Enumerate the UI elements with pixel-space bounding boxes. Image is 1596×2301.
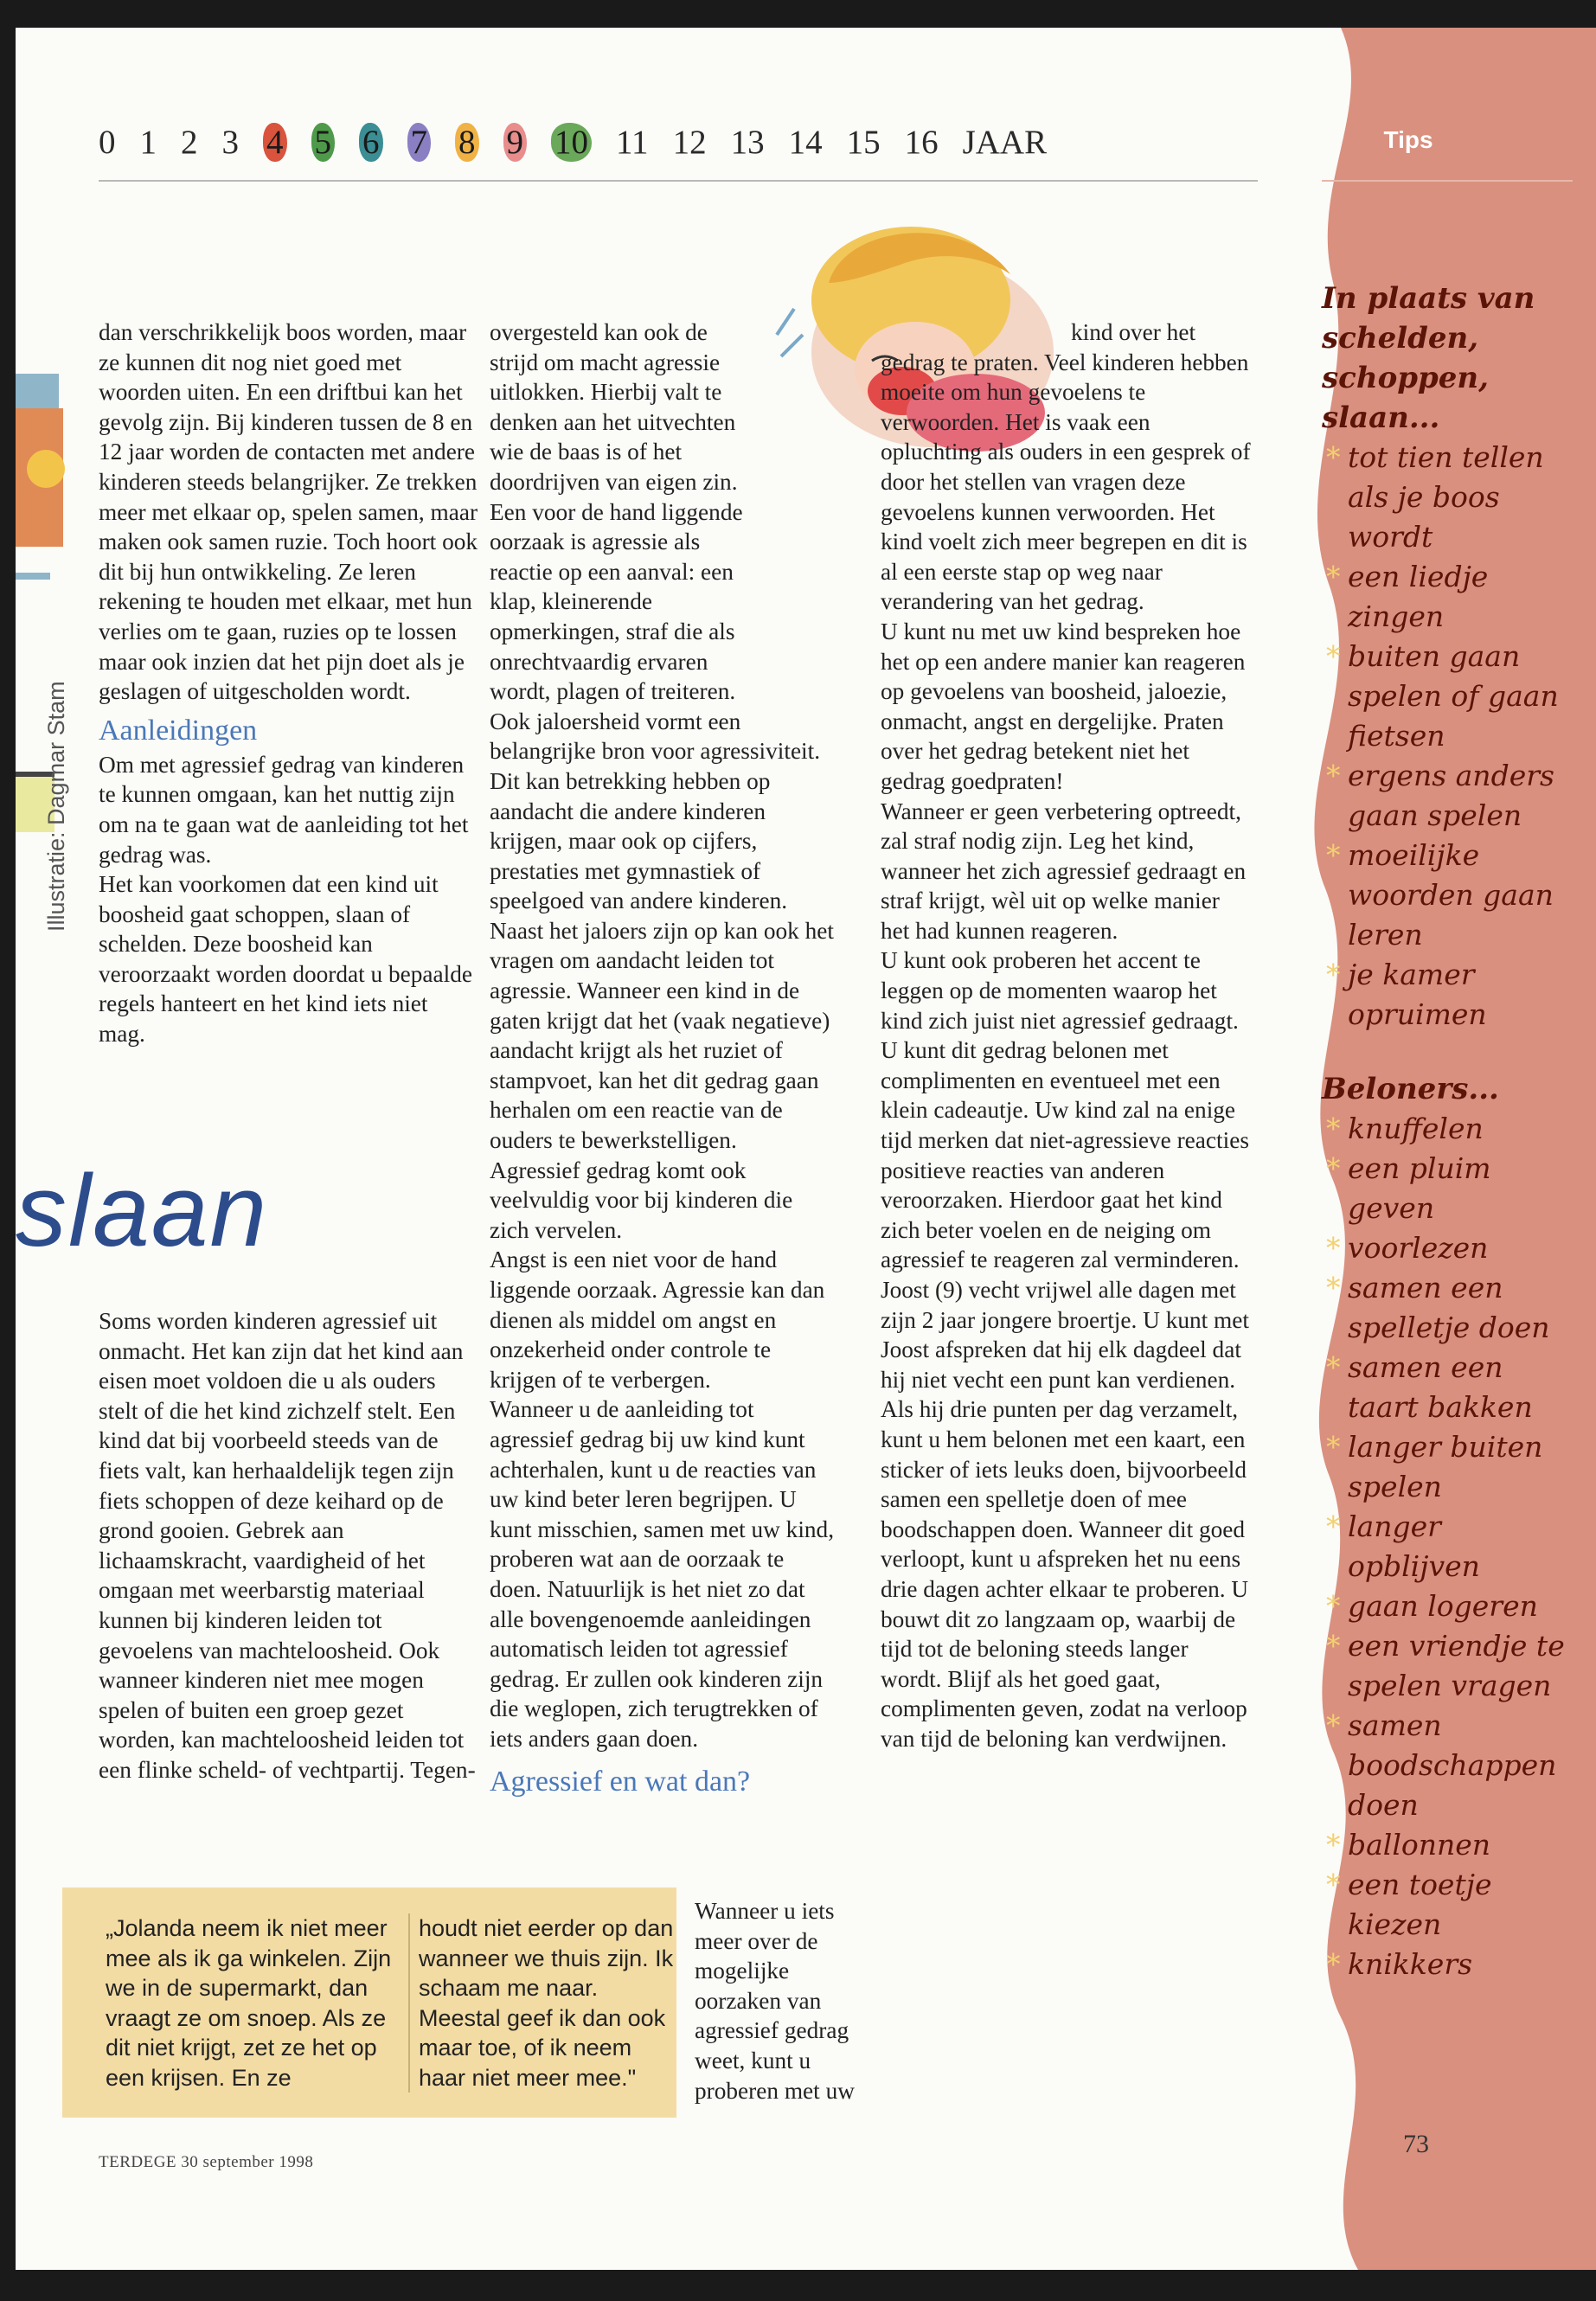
- tips-list: [1322, 279, 1581, 1984]
- paragraph: U kunt ook proberen het accent te leggen op de momenten waarop het kind zich juist niet agressief gedraagt. U kunt dit gedrag belonen met complimenten en eventueel met een klein cadeautje. Uw kind zal na enige tijd merken dat niet-agressieve reacties positieve reacties van anderen veroorzaken. Hierdoor gaat het kind zich beter voelen en de neiging om agressief te reageren zal verminderen.: [881, 947, 1249, 1273]
- article-column-1: [99, 317, 479, 1049]
- age-label: 14: [788, 124, 823, 161]
- tip-item: * een liedje zingen: [1322, 557, 1581, 637]
- paragraph: Ook jaloersheid vormt een belangrijke bron voor agressiviteit. Dit kan betrekking hebben op aandacht die andere kinderen krijgen, maar ook op cijfers, prestaties met gymnastiek of speelgoed van andere kinderen. Naast het jaloers zijn op kan ook het vragen om aandacht leiden tot agressie. Wanneer een kind in de gaten krijgt dat het (vaak negatieve) aandacht krijgt als het ruziet of stampvoet, kan het dit gedrag gaan herhalen om een reactie van de ouders te bewerkstelligen.: [490, 708, 834, 1154]
- tip-item: * ergens anders gaan spelen: [1322, 756, 1581, 836]
- tip-item: * gaan logeren: [1322, 1586, 1581, 1626]
- age-label: 13: [730, 124, 765, 161]
- illustration-credit: Illustratie: Dagmar Stam: [43, 681, 69, 932]
- tip-item: * knikkers: [1322, 1945, 1581, 1984]
- age-scale: [99, 123, 1071, 162]
- tip-item: * langer buiten spelen: [1322, 1427, 1581, 1507]
- age-label: 15: [846, 124, 881, 161]
- tips-heading-rewards: Beloners...: [1322, 1072, 1499, 1106]
- tip-item: * samen een spelletje doen: [1322, 1268, 1581, 1348]
- page-number: 73: [1403, 2130, 1429, 2158]
- paragraph: Soms worden kinderen agressief uit onmacht. Het kan zijn dat het kind aan eisen moet voldoen die u als ouders stelt of die het kind zichzelf stelt. Een kind dat bij voorbeeld steeds van de fiets valt, kan herhaaldelijk tegen zijn fiets schoppen of deze keihard op de grond gooien. Gebrek aan lichaamskracht, vaardigheid of het omgaan met weerbarstig materiaal kunnen bij kinderen leiden tot gevoelens van machteloosheid. Ook wanneer kinderen niet mee mogen spelen of buiten een groep gezet worden, kan machteloosheid leiden tot een flinke scheld- of vechtpartij. Tegen-: [99, 1308, 476, 1783]
- tip-item: * tot tien tellen als je boos wordt: [1322, 438, 1581, 557]
- age-label: 8: [455, 123, 479, 162]
- age-label: 10: [551, 123, 592, 162]
- age-label: 0: [99, 124, 116, 161]
- paragraph: [99, 869, 479, 1049]
- tips-heading-instead: In plaats van schelden, schoppen, slaan...: [1322, 281, 1535, 435]
- tip-item: * een pluim geven: [1322, 1149, 1581, 1228]
- tips-list-rewards: [1322, 1109, 1581, 1984]
- heading-aanleidingen: Aanleidingen: [99, 714, 258, 747]
- age-label: 4: [263, 123, 287, 162]
- age-label: 1: [139, 124, 157, 161]
- heading-agressief: Agressief en wat dan?: [490, 1765, 751, 1798]
- paragraph: Wanneer er geen verbetering optreedt, zal straf nodig zijn. Leg het kind, wanneer het zich agressief gedraagt en straf krijgt, wèl uit op welke manier het had kunnen reageren.: [881, 798, 1247, 944]
- paragraph: Om met agressief gedrag van kinderen te kunnen omgaan, kan het nuttig zijn om na te gaan wat de aanleiding tot het gedrag was.: [99, 751, 469, 868]
- footer-publication: TERDEGE 30 september 1998: [99, 2153, 314, 2171]
- age-label: 9: [503, 123, 528, 162]
- tip-item: * langer opblijven: [1322, 1507, 1581, 1586]
- paragraph: Agressief gedrag komt ook veelvuldig voor bij kinderen die zich vervelen.: [490, 1157, 793, 1243]
- paragraph: dan verschrikkelijk boos worden, maar ze kunnen dit nog niet goed met woorden uiten. En een driftbui kan het gevolg zijn. Bij kinderen tussen de 8 en 12 jaar worden de contacten met andere kinderen steeds belangrijker. Ze trekken meer met elkaar op, spelen samen, maar maken ook samen ruzie. Toch hoort ook dit bij hun ontwikkeling. Ze leren rekening te houden met elkaar, met hun verlies om te gaan, ruzies op te lossen maar ook inzien dat het pijn doet als je geslagen of uitgescholden wordt.: [99, 319, 478, 705]
- tip-item: * je kamer opruimen: [1322, 955, 1581, 1035]
- header-rule: [99, 180, 1258, 182]
- tip-item: * buiten gaan spelen of gaan fietsen: [1322, 637, 1581, 756]
- tip-item: * samen een taart bakken: [1322, 1348, 1581, 1427]
- age-label: 16: [904, 124, 939, 161]
- quote-part-1: „Jolanda neem ik niet meer mee als ik ga winkelen. Zijn we in de supermarkt, dan vraagt ze om snoep. Als ze dit niet krijgt, zet ze het op een krijsen. En ze: [106, 1915, 392, 2091]
- age-label: 12: [672, 124, 707, 161]
- paragraph: Wanneer u de aanleiding tot agressief gedrag bij uw kind kunt achterhalen, kunt u de reacties van uw kind beter leren begrijpen. U kunt misschien, samen met uw kind, proberen wat aan de oorzaak te doen. Natuurlijk is het niet zo dat alle bovengenoemde aanleidingen automatisch leiden tot agressief gedrag. Er zullen ook kinderen zijn die weglopen, zich terugtrekken of iets anders gaan doen.: [490, 1396, 835, 1752]
- paragraph: kind over het gedrag te praten. Veel kinderen hebben moeite om hun gevoelens te verwoorden. Het is vaak een opluchting als ouders in een gesprek of door het stellen van vragen deze gevoelens kunnen verwoorden. Het kind voelt zich meer begrepen en dit is al een eerste stap op weg naar verandering van het gedrag.: [881, 319, 1251, 615]
- paragraph: Wanneer u iets meer over de mogelijke oorzaken van agressief gedrag weet, kunt u proberen met uw: [695, 1898, 855, 2104]
- tips-list-instead: [1322, 438, 1581, 1035]
- tip-item: * een toetje kiezen: [1322, 1865, 1581, 1945]
- paragraph: Joost (9) vecht vrijwel alle dagen met zijn 2 jaar jongere broertje. U kunt met Joost afspreken dat hij elk dagdeel dat hij niet vecht een punt kan verdienen. Als hij drie punten per dag verzamelt, kunt u hem belonen met een kaart, een sticker of iets leuks doen, bijvoorbeeld samen een spelletje doen of mee boodschappen doen. Wanneer dit goed verloopt, kunt u afspreken het nu eens drie dagen achter elkaar te proberen. U bouwt dit zo langzaam op, waarbij de tijd tot de beloning steeds langer wordt. Blijf als het goed gaat, complimenten geven, zodat na verloop van tijd de beloning kan verdwijnen.: [881, 1277, 1249, 1752]
- tip-item: * samen boodschappen doen: [1322, 1706, 1581, 1825]
- quote-box: [62, 1888, 676, 2118]
- paragraph: overgesteld kan ook de strijd om macht agressie uitlokken. Hierbij valt te denken aan het uitvechten wie de baas is of het doordrijven van eigen zin. Een voor de hand liggende oorzaak is agressie als reactie op een aanval: een klap, kleinerende opmerkingen, straf die als onrechtvaardig ervaren wordt, plagen of treiteren.: [490, 319, 743, 705]
- tips-label: Tips: [1383, 126, 1433, 153]
- tip-item: * voorlezen: [1322, 1228, 1581, 1268]
- age-label: 2: [181, 124, 198, 161]
- tip-item: * knuffelen: [1322, 1109, 1581, 1149]
- article-column-1-continued: [99, 1306, 479, 1785]
- paragraph: Angst is een niet voor de hand liggende oorzaak. Agressie kan dan dienen als middel om angst en onzekerheid onder controle te krijgen of te verbergen.: [490, 1247, 825, 1393]
- tip-item: * een vriendje te spelen vragen: [1322, 1626, 1581, 1706]
- age-label: JAAR: [962, 124, 1048, 161]
- age-label: 11: [616, 124, 649, 161]
- paragraph: U kunt nu met uw kind bespreken hoe het op een andere manier kan reageren op gevoelens van boosheid, jaloezie, onmacht, angst en dergelijke. Praten over het gedrag betekent niet het gedrag goedpraten!: [881, 618, 1246, 794]
- article-column-3: [881, 317, 1253, 1754]
- pull-word: slaan: [16, 1154, 269, 1268]
- paragraph-wrap: Het kan voorkomen dat een kind uit boosheid gaat schoppen, slaan of schelden. Deze boosheid kan veroorzaakt worden doordat u bepaalde regels hanteert en het kind iets niet mag.: [99, 871, 473, 1048]
- tips-rule: [1322, 180, 1573, 182]
- article-column-2: [490, 317, 836, 1801]
- age-label: 6: [359, 123, 383, 162]
- quote-part-2: houdt niet eerder op dan wanneer we thuis zijn. Ik schaam me naar. Meestal geef ik dan ook maar toe, of ik neem haar niet meer mee.": [408, 1913, 678, 2093]
- age-label: 5: [311, 123, 336, 162]
- magazine-page: [16, 28, 1596, 2270]
- age-label: 7: [407, 123, 432, 162]
- tip-item: * moeilijke woorden gaan leren: [1322, 836, 1581, 955]
- age-label: 3: [221, 124, 239, 161]
- tip-item: * ballonnen: [1322, 1825, 1581, 1865]
- article-column-2-end: [695, 1896, 859, 2106]
